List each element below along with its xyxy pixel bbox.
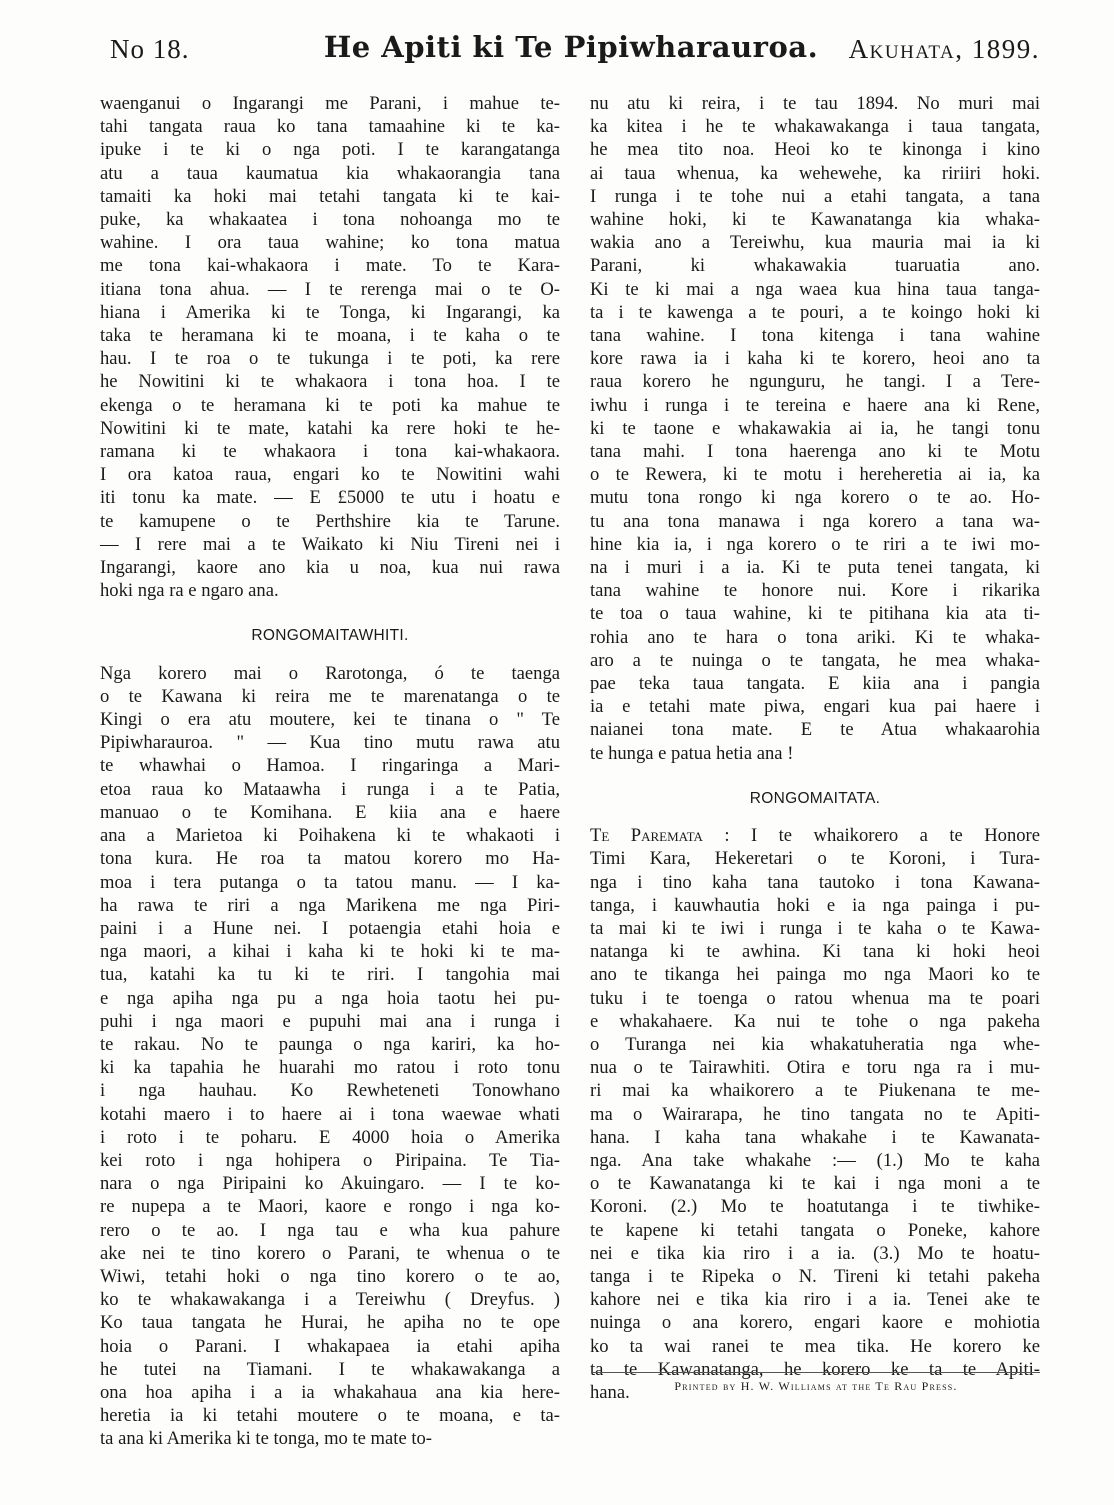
text-line: tana wahine. I tona kitenga i tana wahine bbox=[590, 325, 1040, 347]
text-line: nga maori, a kihai i kaha ki te hoki ki te ma- bbox=[100, 941, 560, 963]
text-line: ma o Wairarapa, he tino tangata no te Apiti- bbox=[590, 1103, 1040, 1125]
text-line: hiana i Amerika ki te Tonga, ki Ingarangi, ka bbox=[100, 301, 560, 323]
text-line: I runga i te tohe nui a etahi tangata, a tana bbox=[590, 185, 1040, 207]
issue-number: No 18. bbox=[110, 34, 190, 64]
text-line: ka kitea i he te whakawakanga i taua tangata, bbox=[590, 116, 1040, 138]
text-line: nei e tika kia riro i a ia. (3.) Mo te hoatu- bbox=[590, 1242, 1040, 1264]
text-line: he Nowitini ki te whakaora i tona hoa. I te bbox=[100, 371, 560, 393]
right-intro-paragraph bbox=[590, 92, 1040, 765]
text-line: he tutei na Tiamani. I te whakawakanga a bbox=[100, 1358, 560, 1380]
text-line: na i muri i a ia. Ki te puta tenei tangata, ki bbox=[590, 557, 1040, 579]
text-line: ana a Marietoa ki Poihakena ki te whakaoti i bbox=[100, 825, 560, 847]
text-line: ai taua whenua, ka wehewehe, ka ririiri hoki. bbox=[590, 162, 1040, 184]
text-line: wahine hoki, ki te Kawanatanga kia whaka- bbox=[590, 209, 1040, 231]
text-line: rero o te ao. I nga tau e wha kua pahure bbox=[100, 1219, 560, 1241]
heading-rongomaitawhiti: RONGOMAITAWHITI. bbox=[251, 627, 409, 645]
text-line: nuinga o ana korero, engari kaore e mohiotia bbox=[590, 1312, 1040, 1334]
text-line: ona hoa apiha i a ia whakahaua ana kia here- bbox=[100, 1381, 560, 1403]
text-line: ipuke i te ki o nga poti. I te karangatanga bbox=[100, 139, 560, 161]
footer-rule bbox=[592, 1372, 1040, 1373]
text-line: tona kura. He roa ta matou korero mo Ha- bbox=[100, 848, 560, 870]
text-line: re nupepa a te Maori, kaore e rongo i nga ko- bbox=[100, 1196, 560, 1218]
text-line: ta mai ki te iwi i runga i te kaha o te Kawa- bbox=[590, 917, 1040, 939]
text-line: pae teka taua tangata. E kiia ana i pangia bbox=[590, 673, 1040, 695]
text-line: o te Kawanatanga ki te kai i nga moni a te bbox=[590, 1173, 1040, 1195]
text-line: Timi Kara, Hekeretari o te Koroni, i Tura- bbox=[590, 848, 1040, 870]
rongomaitata-paragraph bbox=[590, 824, 1040, 1404]
text-line: hana. bbox=[590, 1381, 630, 1403]
text-line: iti tonu ka mate. — E £5000 te utu i hoatu e bbox=[100, 487, 560, 509]
text-line: i nga hauhau. Ko Rewheteneti Tonowhano bbox=[100, 1080, 560, 1102]
text-line: raua korero he ngunguru, he tangi. I a Tere- bbox=[590, 371, 1040, 393]
text-line: tanga, i kauwhautia hoki e ia nga painga i pu- bbox=[590, 894, 1040, 916]
text-line: tana wahine te honore nui. Kore i rikarika bbox=[590, 580, 1040, 602]
text-line: ki ka tapahia he huarahi mo ratou i roto tonu bbox=[100, 1057, 560, 1079]
text-line: te toa o taua wahine, ki te pitihana kia ata ti- bbox=[590, 603, 1040, 625]
text-line: Koroni. (2.) Mo te hoatutanga i te tiwhike- bbox=[590, 1196, 1040, 1218]
text-line: ri mai ka whaikorero a te Piukenana te me- bbox=[590, 1080, 1040, 1102]
text-line: hoki nga ra e ngaro ana. bbox=[100, 580, 279, 602]
text-line: ko te whakawakanga i a Tereiwhu ( Dreyfus. ) bbox=[100, 1289, 560, 1311]
text-line: tua, katahi ka tu ki te riri. I tangohia mai bbox=[100, 964, 560, 986]
page-header bbox=[96, 30, 1046, 70]
text-line: te rakau. No te paunga o nga kariri, ka ho- bbox=[100, 1033, 560, 1055]
text-line: tana mahi. I tona haerenga ano ki te Motu bbox=[590, 441, 1040, 463]
text-line: rohia ano te hara o tona ariki. Ki te whaka- bbox=[590, 626, 1040, 648]
text-line: mutu tona rongo ki nga korero o te ao. Ho- bbox=[590, 487, 1040, 509]
heading-rongomaitata: RONGOMAITATA. bbox=[749, 789, 881, 807]
text-line: ake nei te tino korero o Parani, te whenua o te bbox=[100, 1242, 560, 1264]
text-line: ki te taone e whakawakia ai ia, he tangi tonu bbox=[590, 417, 1040, 439]
right-column bbox=[590, 92, 1040, 1404]
text-line: ia e tetahi mate piwa, engari kua pai haere i bbox=[590, 696, 1040, 718]
text-line: Kingi o era atu moutere, kei te tinana o " Te bbox=[100, 709, 560, 731]
text-line: ta te Kawanatanga, he korero ke ta te Apiti- bbox=[590, 1358, 1040, 1380]
text-line: aro a te nuinga o te tangata, he mea whaka- bbox=[590, 649, 1040, 671]
text-line: ha rawa te riri a nga Marikena me nga Piri- bbox=[100, 894, 560, 916]
text-line: Pipiwharauroa. " — Kua tino mutu rawa atu bbox=[100, 732, 560, 754]
text-line: o te Rewera, ki te motu i hereheretia ai ia, ka bbox=[590, 464, 1040, 486]
text-line: ta i te kawenga a te pouri, a te koingo hoki ki bbox=[590, 301, 1040, 323]
text-line: kore rawa ia i kaha ki te korero, heoi ano ta bbox=[590, 348, 1040, 370]
text-line: iwhu i runga i te tereina e haere ana ki Rene, bbox=[590, 394, 1040, 416]
text-line: te kamupene o te Perthshire kia te Tarune. bbox=[100, 510, 560, 532]
text-line: manuao o te Komihana. E kiia ana e haere bbox=[100, 801, 560, 823]
text-line: te hunga e patua hetia ana ! bbox=[590, 742, 794, 764]
rongomaitawhiti-paragraph bbox=[100, 662, 560, 1451]
text-line: kahore nei e tika kia riro i a ia. Tenei ake te bbox=[590, 1289, 1040, 1311]
text-line: Nowitini ki te mate, katahi ka rere hoki te he- bbox=[100, 417, 560, 439]
text-line: te whawhai o Hamoa. I ringaringa a Mari- bbox=[100, 755, 560, 777]
text-line: tu ana tona manawa i nga korero a tana wa- bbox=[590, 510, 1040, 532]
text-line: kei roto i nga hohipera o Piripaina. Te Tia- bbox=[100, 1149, 560, 1171]
text-line: tamaiti ka hoki mai tetahi tangata ki te kai- bbox=[100, 185, 560, 207]
text-line: hoia o Parani. I whakapaea ia etahi apiha bbox=[100, 1335, 560, 1357]
masthead-title: He Apiti ki Te Pipiwharauroa. bbox=[323, 30, 819, 64]
text-line: e whakahaere. Ka nui te tohe o nga pakeha bbox=[590, 1010, 1040, 1032]
text-line: hana. I kaha tana whakahe i te Kawanata- bbox=[590, 1126, 1040, 1148]
issue-date: Akuhata, 1899. bbox=[848, 34, 1040, 64]
text-line: wahine. I ora taua wahine; ko tona matua bbox=[100, 232, 560, 254]
text-line: ekenga o te heramana ki te poti ka mahue te bbox=[100, 394, 560, 416]
text-line: nu atu ki reira, i te tau 1894. No muri mai bbox=[590, 93, 1040, 114]
text-line: moa i tera putanga o ta tatou manu. — I ka- bbox=[100, 871, 560, 893]
text-line: nara o nga Piripaini ko Akuingaro. — I te ko- bbox=[100, 1173, 560, 1195]
text-line: — I rere mai a te Waikato ki Niu Tireni nei i bbox=[100, 533, 560, 555]
text-line: te kapene ki tetahi tangata o Poneke, kahore bbox=[590, 1219, 1040, 1241]
text-line: i roto i te poharu. E 4000 hoia o Amerika bbox=[100, 1126, 560, 1148]
text-line: tuku i te toenga o ratou whenua ma te poari bbox=[590, 987, 1040, 1009]
text-line: nga i tino kaha tana tautoko i tona Kawana- bbox=[590, 871, 1040, 893]
text-line: o te Kawana ki reira me te marenatanga o te bbox=[100, 685, 560, 707]
printer-imprint: Printed by H. W. Williams at the Te Rau Press. bbox=[674, 1379, 958, 1393]
text-line: I ora katoa raua, engari ko te Nowitini wahi bbox=[100, 464, 560, 486]
text-line: ramana ki te whakaora i tona kai-whakaora. bbox=[100, 441, 560, 463]
text-line: Ko taua tangata he Hurai, he apiha no te ope bbox=[100, 1312, 560, 1334]
text-line: o Turanga nei kia whakatuheratia nga whe- bbox=[590, 1033, 1040, 1055]
text-line: etoa raua ko Mataawha i runga i a te Patia, bbox=[100, 778, 560, 800]
text-line: nua o te Tairawhiti. Otira e toru nga ra i mu- bbox=[590, 1057, 1040, 1079]
text-line: natanga ki te awhina. Ki tana ki hoki heoi bbox=[590, 941, 1040, 963]
text-line: puke, ka whakaatea i tona nohoanga mo te bbox=[100, 209, 560, 231]
text-line: waenganui o Ingarangi me Parani, i mahue te- bbox=[100, 93, 560, 114]
text-line: Nga korero mai o Rarotonga, ó te taenga bbox=[100, 662, 560, 684]
text-line: nga. Ana take whakahe :— (1.) Mo te kaha bbox=[590, 1149, 1040, 1171]
text-line: paini i a Hune nei. I potaengia etahi hoia e bbox=[100, 917, 560, 939]
text-line: itiana tona ahua. — I te rerenga mai o te O- bbox=[100, 278, 560, 300]
text-line: Ki te ki mai a nga waea kua hina taua tanga- bbox=[590, 278, 1040, 300]
text-line: puhi i nga maori e pupuhi mai ana i runga i bbox=[100, 1010, 560, 1032]
text-line: Parani, ki whakawakia tuaruatia ano. bbox=[590, 255, 1040, 277]
text-line: kotahi maero i to haere ai i tona waewae whati bbox=[100, 1103, 560, 1125]
text-line: he mea tito noa. Heoi ko te kinonga i kino bbox=[590, 139, 1040, 161]
text-line: Wiwi, tetahi hoki o nga tino korero o te ao, bbox=[100, 1265, 560, 1287]
text-line: ko ta wai ranei te mea tika. He korero ke bbox=[590, 1335, 1040, 1357]
text-line: tahi tangata raua ko tana tamaahine ki te ka- bbox=[100, 116, 560, 138]
section-first-line-rest: I te whaikorero a te Honore bbox=[729, 825, 1041, 847]
text-line: atu a taua kaumatua kia whakaorangia tana bbox=[100, 162, 560, 184]
text-line: tanga i te Ripeka o N. Tireni ki tetahi pakeha bbox=[590, 1265, 1040, 1287]
section-lead: Te Paremata : bbox=[590, 825, 730, 847]
text-line: hine kia ia, i nga korero o te riri a te iwi mo- bbox=[590, 533, 1040, 555]
left-column bbox=[100, 92, 560, 1451]
text-line: ano te tikanga hei painga mo nga Maori ko te bbox=[590, 964, 1040, 986]
text-line: heretia ia ki tetahi moutere o te moana, e ta- bbox=[100, 1405, 560, 1427]
text-line: hau. I te roa o te tukunga i te poti, ka rere bbox=[100, 348, 560, 370]
text-line: wakia ano a Tereiwhu, kua mauria mai ia ki bbox=[590, 232, 1040, 254]
text-line: ta ana ki Amerika ki te tonga, mo te mate to- bbox=[100, 1428, 432, 1450]
left-intro-paragraph bbox=[100, 92, 560, 602]
text-line: Ingarangi, kaore ano kia u noa, kua nui rawa bbox=[100, 557, 560, 579]
text-line bbox=[590, 824, 1040, 847]
text-line: e nga apiha nga pu a nga hoia taotu hei pu- bbox=[100, 987, 560, 1009]
text-line: naianei tona mate. E te Atua whakaarohia bbox=[590, 719, 1040, 741]
text-line: taka te heramana ki te moana, i te kaha o te bbox=[100, 325, 560, 347]
text-line: me tona kai-whakaora i mate. To te Kara- bbox=[100, 255, 560, 277]
